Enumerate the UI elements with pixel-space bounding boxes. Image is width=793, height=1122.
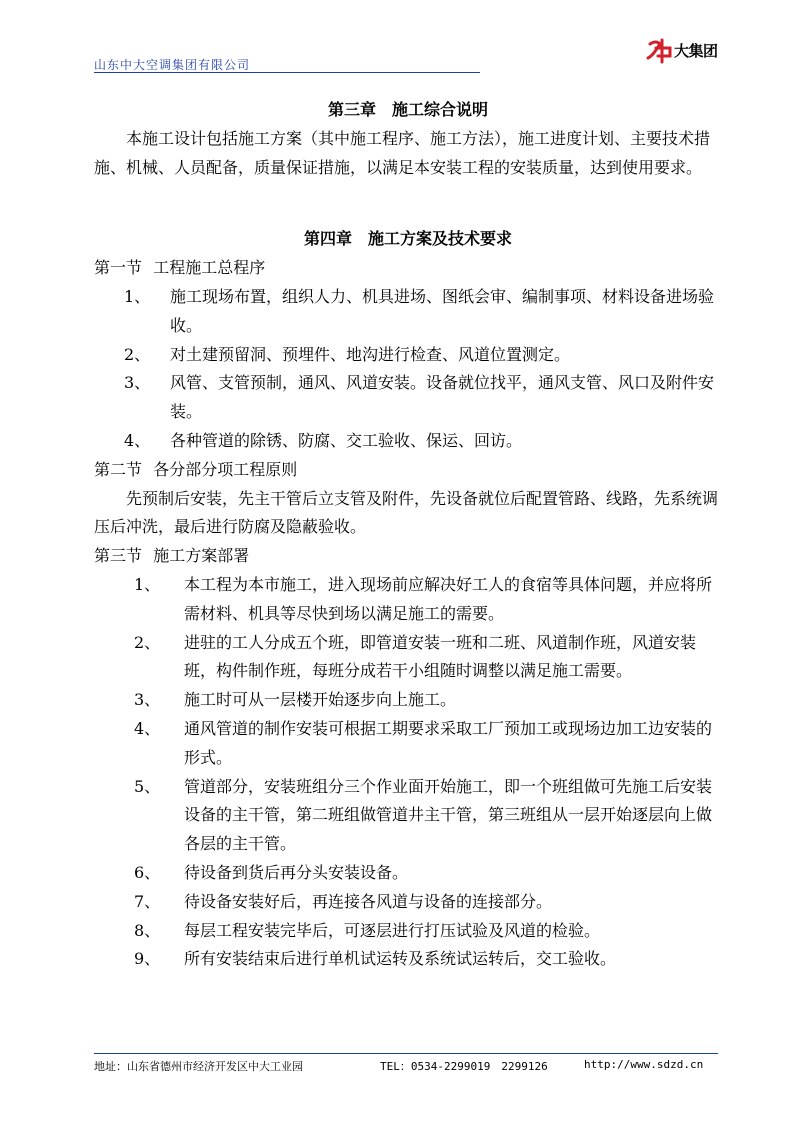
section2-title: 各分部分项工程原则 — [153, 459, 298, 479]
list-item: 7、 待设备安装好后，再连接各风道与设备的连接部分。 — [134, 891, 553, 911]
section1-heading — [94, 254, 722, 283]
list-item: 2、 进驻的工人分成五个班，即管道安装一班和二班、风道制作班，风道安装班，构件制作班，每班分成若干小组随时调整以满足施工需要。 — [134, 632, 697, 681]
section1-title: 工程施工总程序 — [153, 258, 266, 278]
list-item: 4、 各种管道的除锈、防腐、交工验收、保运、回访。 — [124, 430, 523, 450]
list-item: 3、 施工时可从一层楼开始逐步向上施工。 — [134, 690, 457, 710]
footer-url[interactable]: http://www.sdzd.cn — [584, 1058, 704, 1071]
section3-number: 第三节 — [94, 546, 143, 566]
footer-divider — [94, 1053, 718, 1054]
list-item: 5、 管道部分，安装班组分三个作业面开始施工，即一个班组做可先施工后安装设备的主干管，第二班组做管道井主干管，第三班组从一层开始逐层向上做各层的主干管。 — [134, 776, 713, 854]
logo-text: 大集团 — [674, 42, 718, 60]
list-item: 3、 风管、支管预制，通风、风道安装。设备就位找平，通风支管、风口及附件安装。 — [124, 373, 715, 422]
list-item: 8、 每层工程安装完毕后，可逐层进行打压试验及风道的检验。 — [134, 920, 601, 940]
section1-number: 第一节 — [94, 258, 143, 278]
list-item: 1、 本工程为本市施工，进入现场前应解决好工人的食宿等具体问题，并应将所需材料、机具等尽快到场以满足施工的需要。 — [134, 574, 713, 623]
list-item: 6、 待设备到货后再分头安装设备。 — [134, 862, 409, 882]
chapter4-title: 第四章 施工方案及技术要求 — [303, 229, 512, 249]
section3-title: 施工方案部署 — [153, 546, 250, 566]
section1-list — [94, 283, 722, 456]
chapter3-title: 第三章 施工综合说明 — [327, 100, 488, 119]
section2-paragraph: 先预制后安装，先主干管后立支管及附件，先设备就位后配置管路、线路，先系统调压后冲洗，最后进行防腐及隐蔽验收。 — [94, 488, 719, 537]
list-item: 2、 对土建预留洞、预埋件、地沟进行检查、风道位置测定。 — [124, 344, 571, 364]
header-company-name: 山东中大空调集团有限公司 — [94, 58, 251, 72]
section3-list — [94, 571, 722, 974]
section2-heading — [94, 456, 722, 485]
list-item: 1、 施工现场布置，组织人力、机具进场、图纸会审、编制事项、材料设备进场验收。 — [124, 286, 715, 335]
document-body — [94, 96, 722, 974]
list-item: 4、 通风管道的制作安装可根据工期要求采取工厂预加工或现场边加工边安装的形式。 — [134, 718, 713, 767]
footer-address: 地址：山东省德州市经济开发区中大工业园 — [94, 1060, 303, 1073]
list-item: 9、 所有安装结束后进行单机试运转及系统试运转后，交工验收。 — [134, 949, 617, 969]
header-divider — [94, 72, 480, 73]
footer-tel: TEL：0534-2299019 2299126 — [380, 1060, 548, 1073]
chapter3-paragraph: 本施工设计包括施工方案（其中施工程序、施工方法），施工进度计划、主要技术措施、机械、人员配备，质量保证措施，以满足本安装工程的安装质量，达到使用要求。 — [94, 128, 711, 177]
section3-heading — [94, 542, 722, 571]
section2-number: 第二节 — [94, 459, 143, 479]
